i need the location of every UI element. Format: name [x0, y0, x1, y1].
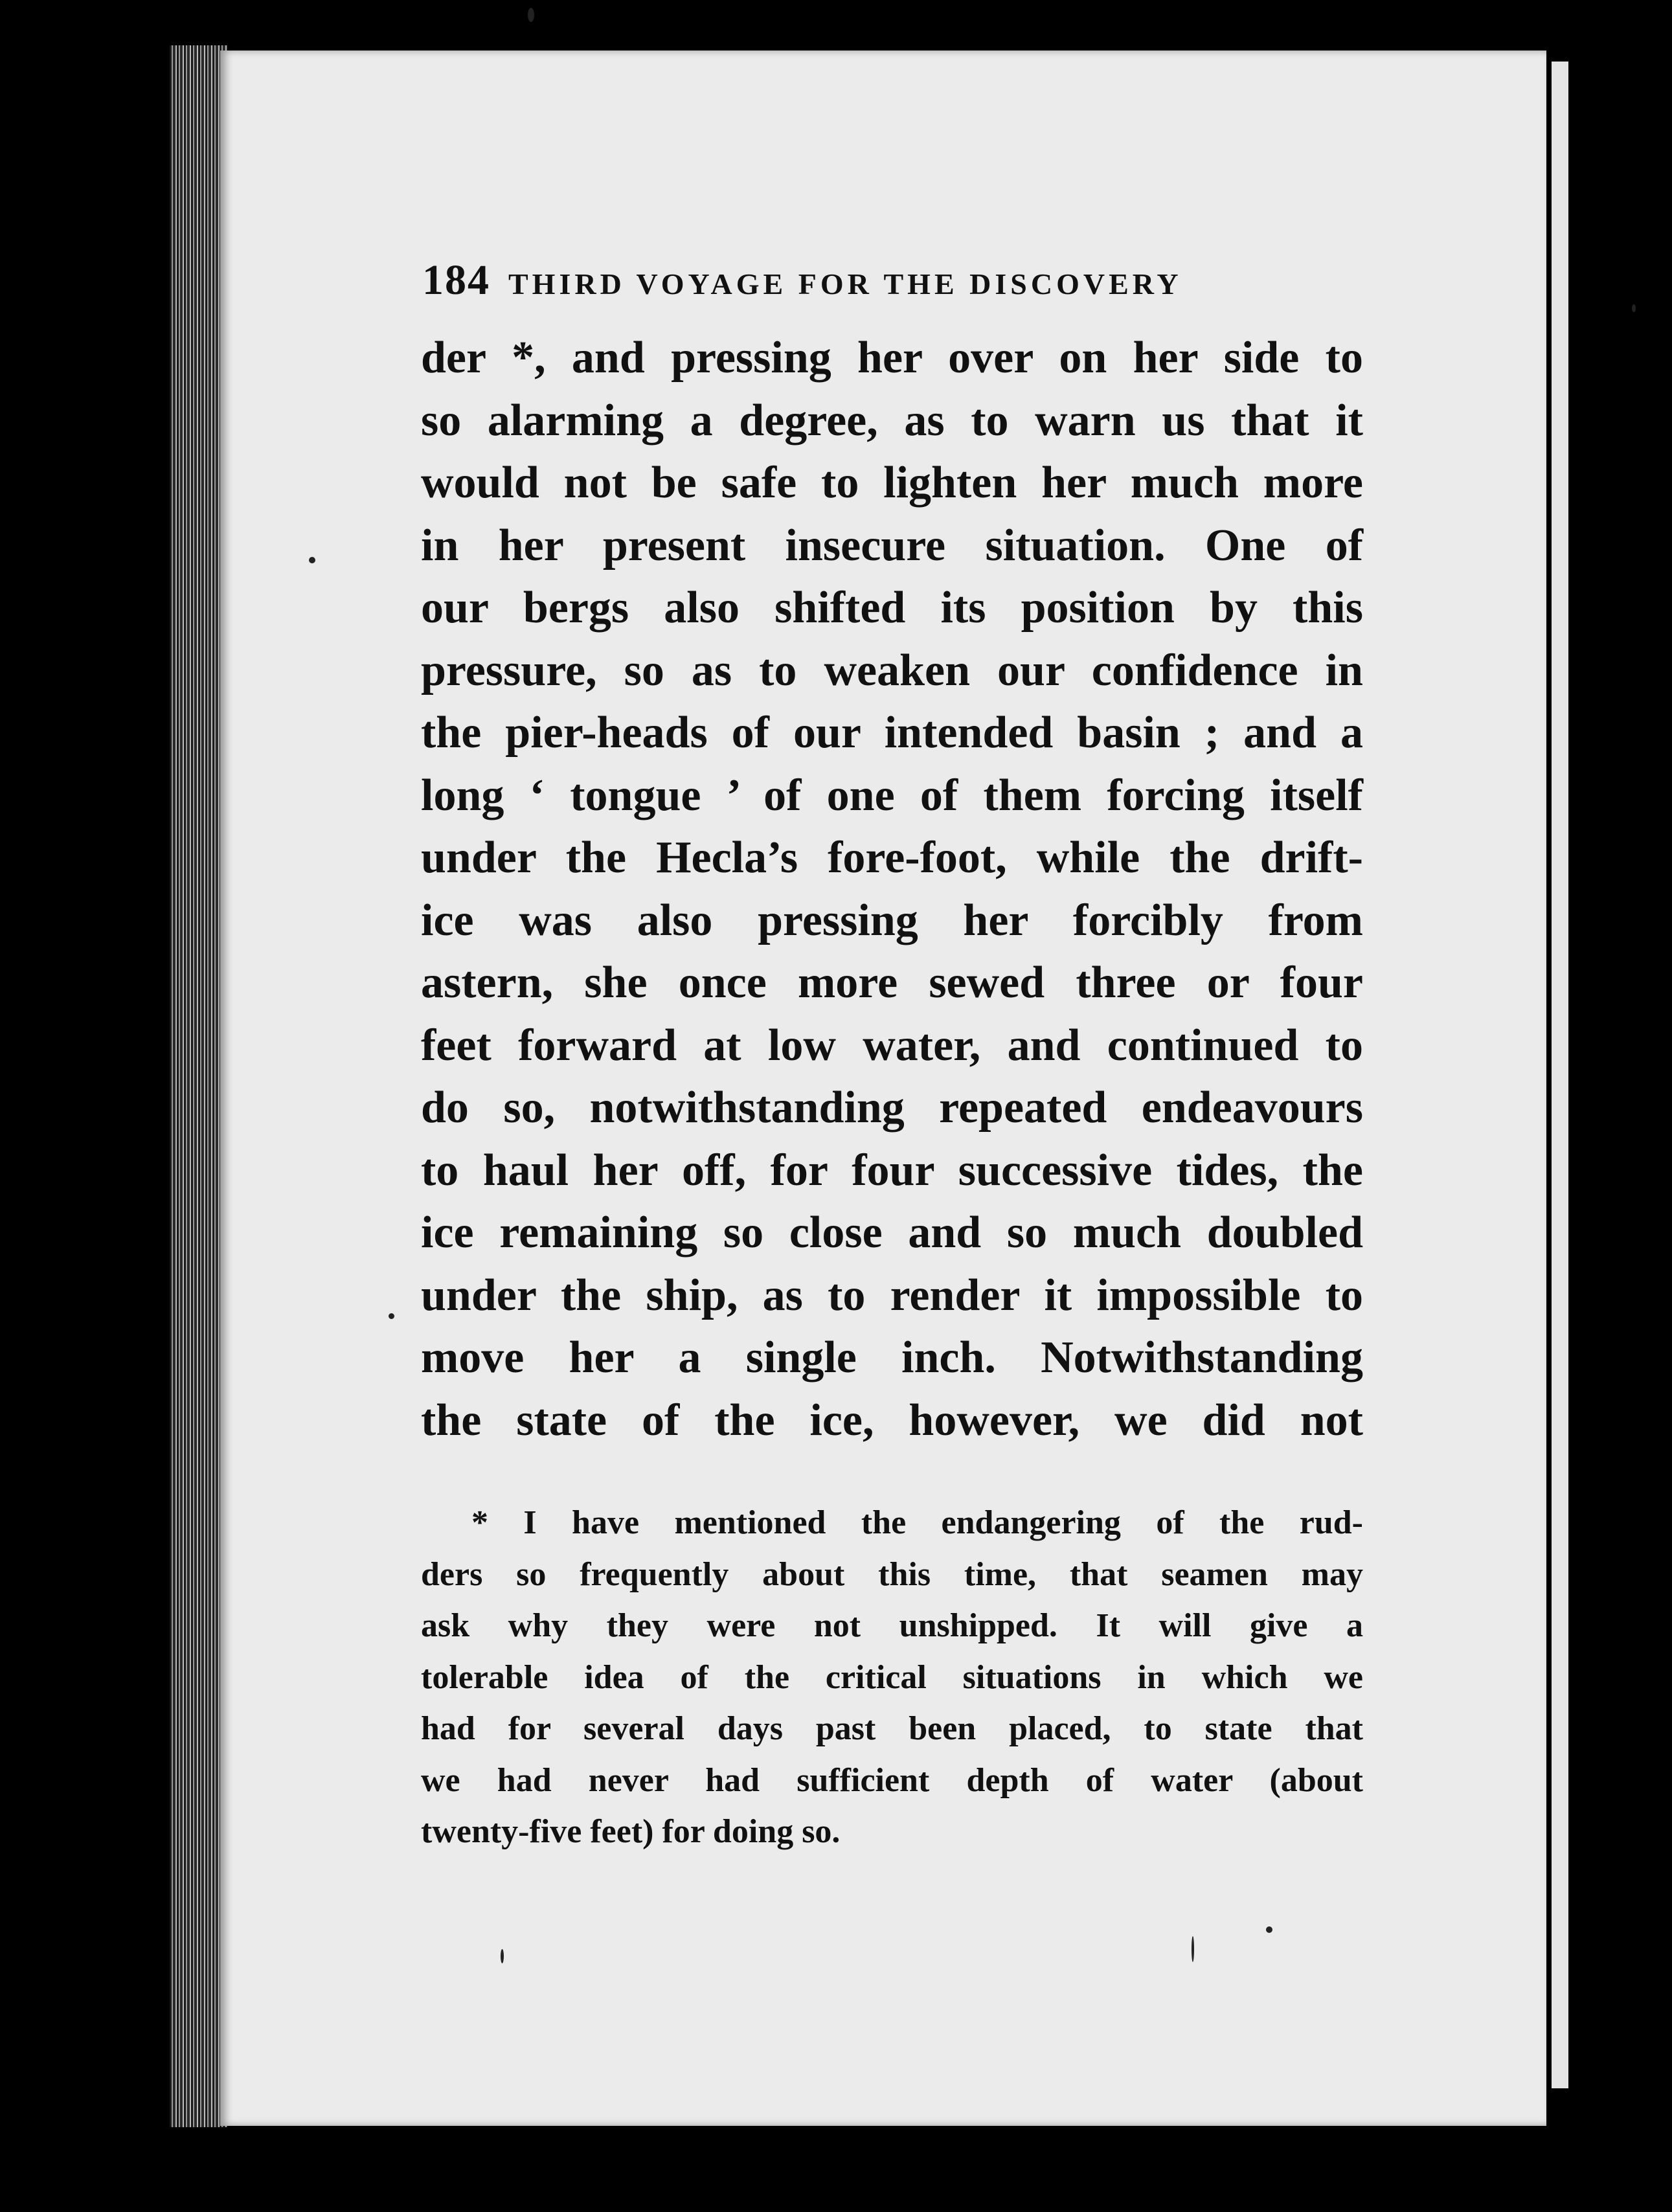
footnote-line: tolerable idea of the critical situations in which we — [421, 1658, 1363, 1696]
body-line: so alarming a degree, as to warn us that it — [421, 395, 1363, 446]
body-line: astern, she once more sewed three or four — [421, 958, 1363, 1008]
ink-speck — [1632, 304, 1636, 312]
body-line: feet forward at low water, and continued to — [421, 1020, 1363, 1070]
body-line: the state of the ice, however, we did not — [421, 1395, 1363, 1445]
body-line: under the Hecla’s fore-foot, while the drift- — [421, 833, 1363, 883]
facing-page-edge — [1552, 62, 1568, 2088]
body-line: our bergs also shifted its position by this — [421, 583, 1363, 633]
ink-speck — [1266, 1926, 1272, 1933]
footnote-line: twenty-five feet) for doing so. — [421, 1813, 841, 1850]
body-line: long ‘ tongue ’ of one of them forcing itself — [421, 770, 1363, 820]
body-line: ice remaining so close and so much doubled — [421, 1208, 1363, 1258]
ink-speck — [528, 8, 534, 22]
body-line: pressure, so as to weaken our confidence in — [421, 645, 1363, 695]
body-line: would not be safe to lighten her much more — [421, 458, 1363, 508]
body-text — [421, 327, 1363, 1452]
footnote-line: had for several days past been placed, to state that — [421, 1710, 1363, 1747]
footnote-line: we had never had sufficient depth of water (about — [421, 1761, 1363, 1799]
page-header — [422, 256, 1361, 308]
body-line: move her a single inch. Notwithstanding — [421, 1333, 1363, 1382]
body-line: under the ship, as to render it impossible to — [421, 1270, 1363, 1320]
body-line: do so, notwithstanding repeated endeavours — [421, 1083, 1363, 1133]
footnote-line: * I have mentioned the endangering of the rud- — [471, 1504, 1363, 1541]
body-line: the pier-heads of our intended basin ; and a — [421, 708, 1363, 758]
body-line: to haul her off, for four successive tides, the — [421, 1145, 1363, 1195]
footnote-line: ders so frequently about this time, that seamen may — [421, 1555, 1363, 1593]
scan-background — [1568, 0, 1672, 2212]
page-edges — [170, 45, 228, 2127]
ink-speck — [309, 557, 315, 563]
body-line: in her present insecure situation. One of — [421, 520, 1363, 570]
body-line: der *, and pressing her over on her side to — [421, 333, 1363, 383]
ink-speck — [1192, 1936, 1194, 1962]
ink-speck — [389, 1313, 394, 1319]
ink-speck — [501, 1949, 504, 1963]
body-line: ice was also pressing her forcibly from — [421, 895, 1363, 945]
running-head: THIRD VOYAGE FOR THE DISCOVERY — [508, 267, 1182, 300]
footnote-line: ask why they were not unshipped. It will give a — [421, 1607, 1363, 1644]
footnote — [421, 1497, 1363, 1858]
page-number: 184 — [422, 256, 490, 304]
